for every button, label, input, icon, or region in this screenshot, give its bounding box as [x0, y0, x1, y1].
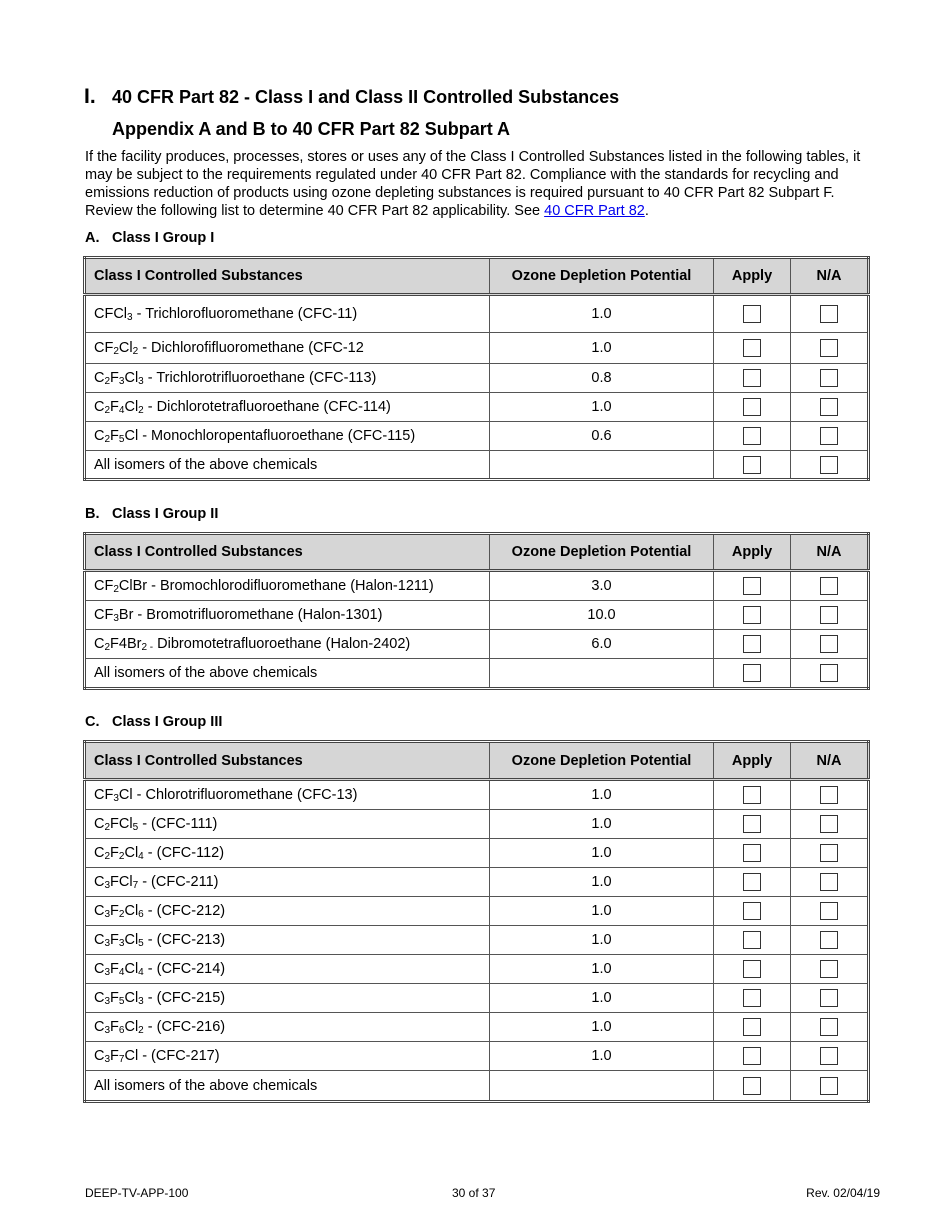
substance-cell: [85, 1042, 490, 1071]
substance-name: - (CFC-112): [143, 845, 225, 861]
apply-cell: [714, 868, 791, 897]
substance-cell: [85, 897, 490, 926]
na-checkbox[interactable]: [820, 931, 838, 949]
table-row: [85, 601, 869, 630]
na-checkbox[interactable]: [820, 664, 838, 682]
na-cell: [791, 810, 869, 839]
table-row: [85, 780, 869, 810]
section-number: I.: [84, 85, 96, 108]
na-checkbox[interactable]: [820, 873, 838, 891]
substance-cell: [85, 1071, 490, 1102]
table-row: [85, 295, 869, 333]
apply-checkbox[interactable]: [743, 873, 761, 891]
na-checkbox[interactable]: [820, 369, 838, 387]
substance-name: - Trichlorofluoromethane (CFC-11): [132, 306, 358, 322]
na-checkbox[interactable]: [820, 989, 838, 1007]
na-checkbox[interactable]: [820, 786, 838, 804]
group-a-title: [85, 229, 214, 247]
odp-value: [490, 659, 714, 689]
na-checkbox[interactable]: [820, 577, 838, 595]
formula-part: F4Br: [110, 636, 142, 652]
formula-part: Cl: [124, 1019, 139, 1035]
apply-cell: [714, 571, 791, 601]
na-cell: [791, 393, 869, 422]
apply-checkbox[interactable]: [743, 786, 761, 804]
header-odp: Ozone Depletion Potential: [490, 534, 714, 571]
na-checkbox[interactable]: [820, 606, 838, 624]
na-cell: [791, 1013, 869, 1042]
na-checkbox[interactable]: [820, 1018, 838, 1036]
na-cell: [791, 333, 869, 364]
na-cell: [791, 780, 869, 810]
apply-cell: [714, 295, 791, 333]
odp-value: 1.0: [490, 810, 714, 839]
na-checkbox[interactable]: [820, 960, 838, 978]
formula-subscript: 2: [104, 822, 111, 833]
substance-name: - Dichlorofifluoromethane (CFC-12: [138, 340, 364, 356]
table-row: [85, 810, 869, 839]
na-cell: [791, 868, 869, 897]
formula-part: F: [110, 845, 119, 861]
na-checkbox[interactable]: [820, 635, 838, 653]
formula-subscript: 5: [132, 822, 139, 833]
formula-part: F: [110, 370, 119, 386]
substance-cell: [85, 868, 490, 897]
formula-subscript: 3: [104, 967, 111, 978]
odp-value: 0.6: [490, 422, 714, 451]
formula-subscript: 3: [104, 1054, 111, 1065]
na-checkbox[interactable]: [820, 844, 838, 862]
formula-part: Cl: [124, 428, 139, 444]
formula-subscript: 2: [118, 909, 125, 920]
formula-subscript: 4: [138, 967, 144, 978]
formula-subscript: 2: [104, 851, 111, 862]
substance-name: All isomers of the above chemicals: [94, 456, 318, 473]
odp-value: 3.0: [490, 571, 714, 601]
table-row: [85, 571, 869, 601]
na-checkbox[interactable]: [820, 902, 838, 920]
apply-cell: [714, 839, 791, 868]
substance-cell: [85, 422, 490, 451]
footer-revision: Rev. 02/04/19: [806, 1186, 880, 1200]
formula-part: CF: [94, 607, 114, 623]
formula-part: Cl: [124, 932, 139, 948]
header-substance: Class I Controlled Substances: [85, 742, 490, 780]
substance-cell: [85, 393, 490, 422]
apply-cell: [714, 601, 791, 630]
formula-part: F: [110, 961, 119, 977]
na-cell: [791, 1042, 869, 1071]
table-row: [85, 630, 869, 659]
formula-part: F: [110, 903, 119, 919]
apply-cell: [714, 1013, 791, 1042]
formula-part: Cl: [124, 990, 139, 1006]
formula-part: Br: [118, 607, 134, 623]
odp-value: 1.0: [490, 393, 714, 422]
formula-part: Cl: [124, 370, 139, 386]
formula-part: Cl: [124, 1048, 139, 1064]
apply-cell: [714, 364, 791, 393]
substance-name: - (CFC-217): [138, 1048, 220, 1064]
apply-cell: [714, 926, 791, 955]
na-cell: [791, 659, 869, 689]
apply-cell: [714, 810, 791, 839]
apply-checkbox[interactable]: [743, 427, 761, 445]
header-substance: Class I Controlled Substances: [85, 258, 490, 295]
formula-part: F: [110, 399, 119, 415]
header-apply: Apply: [714, 258, 791, 295]
na-checkbox[interactable]: [820, 398, 838, 416]
formula-part: F: [110, 1048, 119, 1064]
table-row: [85, 659, 869, 689]
section-subtitle: Appendix A and B to 40 CFR Part 82 Subpart A: [112, 119, 511, 139]
substance-name: Dibromotetrafluoroethane (Halon-2402): [153, 636, 411, 652]
group-c-table: [83, 740, 870, 1103]
apply-cell: [714, 780, 791, 810]
substance-cell: [85, 1013, 490, 1042]
substance-name: - (CFC-111): [138, 816, 218, 832]
apply-cell: [714, 333, 791, 364]
formula-subscript: 4: [118, 967, 125, 978]
formula-part: Cl: [118, 787, 133, 803]
formula-subscript: 3: [104, 880, 111, 891]
apply-checkbox[interactable]: [743, 635, 761, 653]
formula-part: CF: [94, 787, 114, 803]
formula-subscript: 2: [132, 346, 139, 357]
na-cell: [791, 926, 869, 955]
intro-text: If the facility produces, processes, stores or uses any of the Class I Controlled Substances listed in the following tables, it may be subject to the requirements regulated under 40 CFR Part 82. Compliance with the standards for recycling and emissions reduction of products using ozone depleting substances is required pursuant to 40 CFR Part 82 Subpart F. Review the following list to determine 40 CFR Part 82 applicability. See: [85, 149, 861, 219]
na-checkbox[interactable]: [820, 1047, 838, 1065]
substance-name: - Chlorotrifluoromethane (CFC-13): [132, 787, 358, 803]
formula-subscript: 3: [104, 996, 111, 1007]
substance-cell: [85, 926, 490, 955]
header-na: N/A: [791, 534, 869, 571]
substance-cell: [85, 451, 490, 480]
substance-name: - (CFC-215): [143, 990, 226, 1006]
na-cell: [791, 571, 869, 601]
cfr-part-82-link[interactable]: 40 CFR Part 82: [544, 203, 645, 219]
table-row: [85, 1013, 869, 1042]
apply-cell: [714, 897, 791, 926]
na-cell: [791, 897, 869, 926]
formula-part: C: [94, 1019, 105, 1035]
substance-name: All isomers of the above chemicals: [94, 1077, 318, 1094]
apply-checkbox[interactable]: [743, 577, 761, 595]
odp-value: 1.0: [490, 897, 714, 926]
table-row: [85, 1071, 869, 1102]
formula-part: CF: [94, 578, 114, 594]
formula-part: Cl: [124, 399, 139, 415]
odp-value: 1.0: [490, 955, 714, 984]
apply-checkbox[interactable]: [743, 844, 761, 862]
apply-checkbox[interactable]: [743, 456, 761, 474]
formula-part: CF: [94, 340, 114, 356]
substance-cell: [85, 333, 490, 364]
apply-cell: [714, 393, 791, 422]
intro-end: .: [644, 203, 649, 219]
odp-value: 1.0: [490, 1013, 714, 1042]
apply-checkbox[interactable]: [743, 305, 761, 323]
substance-name: - Bromochlorodifluoromethane (Halon-1211): [147, 578, 434, 594]
apply-checkbox[interactable]: [743, 339, 761, 357]
apply-cell: [714, 451, 791, 480]
odp-value: [490, 1071, 714, 1102]
substance-name: - (CFC-212): [143, 903, 226, 919]
substance-cell: [85, 295, 490, 333]
formula-part: Cl: [124, 845, 139, 861]
table-row: [85, 364, 869, 393]
group-letter: B.: [85, 506, 100, 522]
na-checkbox[interactable]: [820, 815, 838, 833]
substance-cell: [85, 780, 490, 810]
apply-checkbox[interactable]: [743, 902, 761, 920]
footer-form-id: DEEP-TV-APP-100: [85, 1186, 189, 1200]
footer-page-number: 30 of 37: [452, 1186, 496, 1200]
formula-subscript: 3: [113, 613, 119, 624]
formula-part: F: [110, 428, 119, 444]
odp-value: 10.0: [490, 601, 714, 630]
formula-part: Cl: [124, 961, 139, 977]
apply-checkbox[interactable]: [743, 1077, 761, 1095]
formula-part: Cl: [124, 903, 139, 919]
na-cell: [791, 451, 869, 480]
apply-checkbox[interactable]: [743, 989, 761, 1007]
odp-value: 1.0: [490, 926, 714, 955]
substance-name: - (CFC-216): [143, 1019, 226, 1035]
apply-checkbox[interactable]: [743, 606, 761, 624]
na-cell: [791, 295, 869, 333]
formula-subscript: 3: [104, 938, 111, 949]
apply-checkbox[interactable]: [743, 960, 761, 978]
substance-cell: [85, 630, 490, 659]
formula-part: C: [94, 874, 105, 890]
odp-value: 1.0: [490, 984, 714, 1013]
apply-cell: [714, 955, 791, 984]
formula-part: C: [94, 845, 105, 861]
formula-subscript: 2: [104, 376, 111, 387]
table-row: [85, 926, 869, 955]
formula-part: F: [110, 1019, 119, 1035]
odp-value: 1.0: [490, 333, 714, 364]
na-cell: [791, 839, 869, 868]
substance-cell: [85, 955, 490, 984]
header-apply: Apply: [714, 742, 791, 780]
apply-checkbox[interactable]: [743, 815, 761, 833]
apply-checkbox[interactable]: [743, 398, 761, 416]
table-row: [85, 897, 869, 926]
formula-subscript: 5: [138, 938, 144, 949]
formula-subscript: 2 -: [141, 642, 154, 653]
formula-part: CFCl: [94, 306, 128, 322]
substance-name: - Dichlorotetrafluoroethane (CFC-114): [143, 399, 391, 415]
table-row: [85, 393, 869, 422]
table-row: [85, 333, 869, 364]
formula-subscript: 3: [104, 1025, 111, 1036]
substance-cell: [85, 601, 490, 630]
formula-part: F: [110, 932, 119, 948]
section-title: 40 CFR Part 82 - Class I and Class II Controlled Substances: [112, 87, 620, 107]
formula-part: C: [94, 370, 105, 386]
substance-name: - Trichlorotrifluoroethane (CFC-113): [143, 370, 377, 386]
formula-part: C: [94, 990, 105, 1006]
formula-part: FCl: [110, 874, 133, 890]
table-header-row: [85, 742, 869, 780]
table-row: [85, 955, 869, 984]
formula-subscript: 2: [104, 434, 111, 445]
substance-name: All isomers of the above chemicals: [94, 665, 318, 681]
odp-value: 1.0: [490, 1042, 714, 1071]
formula-subscript: 6: [118, 1025, 125, 1036]
formula-part: F: [110, 990, 119, 1006]
intro-paragraph: [85, 148, 875, 220]
apply-cell: [714, 630, 791, 659]
formula-part: FCl: [110, 816, 133, 832]
header-na: N/A: [791, 742, 869, 780]
formula-subscript: 2: [113, 584, 119, 595]
formula-subscript: 4: [118, 405, 125, 416]
group-b-title: [85, 505, 218, 523]
section-heading: [84, 86, 619, 108]
substance-cell: [85, 571, 490, 601]
group-title: Class I Group III: [112, 714, 223, 730]
na-cell: [791, 1071, 869, 1102]
header-odp: Ozone Depletion Potential: [490, 258, 714, 295]
formula-subscript: 2: [118, 851, 125, 862]
apply-checkbox[interactable]: [743, 1047, 761, 1065]
formula-subscript: 2: [113, 346, 119, 357]
odp-value: 1.0: [490, 780, 714, 810]
na-cell: [791, 630, 869, 659]
substance-cell: [85, 839, 490, 868]
formula-subscript: 3: [138, 996, 144, 1007]
formula-subscript: 2: [104, 405, 111, 416]
formula-part: C: [94, 636, 105, 652]
table-row: [85, 868, 869, 897]
formula-part: ClBr: [118, 578, 148, 594]
substance-name: - Bromotrifluoromethane (Halon-1301): [133, 607, 383, 623]
odp-value: 1.0: [490, 839, 714, 868]
apply-checkbox[interactable]: [743, 664, 761, 682]
group-a-table: [83, 256, 870, 481]
na-cell: [791, 422, 869, 451]
formula-subscript: 7: [118, 1054, 125, 1065]
substance-cell: [85, 659, 490, 689]
table-row: [85, 422, 869, 451]
formula-part: C: [94, 816, 105, 832]
na-cell: [791, 601, 869, 630]
formula-part: C: [94, 399, 105, 415]
substance-name: - (CFC-213): [143, 932, 226, 948]
formula-subscript: 5: [118, 996, 125, 1007]
formula-subscript: 5: [118, 434, 125, 445]
group-letter: C.: [85, 714, 100, 730]
header-odp: Ozone Depletion Potential: [490, 742, 714, 780]
formula-subscript: 3: [127, 312, 133, 323]
formula-subscript: 2: [104, 642, 111, 653]
group-b-table: [83, 532, 870, 690]
na-checkbox[interactable]: [820, 427, 838, 445]
apply-cell: [714, 1042, 791, 1071]
group-c-title: [85, 713, 222, 731]
apply-checkbox[interactable]: [743, 931, 761, 949]
group-title: Class I Group II: [112, 506, 219, 522]
substance-name: - Monochloropentafluoroethane (CFC-115): [138, 428, 416, 444]
header-na: N/A: [791, 258, 869, 295]
group-title: Class I Group I: [112, 230, 215, 246]
substance-name: - (CFC-211): [138, 874, 219, 890]
apply-cell: [714, 659, 791, 689]
formula-subscript: 3: [104, 909, 111, 920]
na-checkbox[interactable]: [820, 1077, 838, 1095]
odp-value: 0.8: [490, 364, 714, 393]
odp-value: 6.0: [490, 630, 714, 659]
odp-value: 1.0: [490, 295, 714, 333]
formula-subscript: 3: [113, 793, 119, 804]
apply-cell: [714, 984, 791, 1013]
formula-subscript: 6: [138, 909, 144, 920]
table-row: [85, 451, 869, 480]
formula-subscript: 7: [132, 880, 139, 891]
na-cell: [791, 984, 869, 1013]
odp-value: 1.0: [490, 868, 714, 897]
na-checkbox[interactable]: [820, 456, 838, 474]
apply-checkbox[interactable]: [743, 369, 761, 387]
substance-name: - (CFC-214): [143, 961, 226, 977]
formula-part: Cl: [118, 340, 133, 356]
na-checkbox[interactable]: [820, 339, 838, 357]
apply-checkbox[interactable]: [743, 1018, 761, 1036]
table-row: [85, 1042, 869, 1071]
substance-cell: [85, 984, 490, 1013]
na-cell: [791, 955, 869, 984]
apply-cell: [714, 1071, 791, 1102]
formula-subscript: 2: [138, 405, 144, 416]
table-row: [85, 839, 869, 868]
header-apply: Apply: [714, 534, 791, 571]
formula-part: C: [94, 428, 105, 444]
formula-subscript: 3: [118, 376, 125, 387]
formula-part: C: [94, 932, 105, 948]
na-checkbox[interactable]: [820, 305, 838, 323]
table-header-row: [85, 258, 869, 295]
table-row: [85, 984, 869, 1013]
header-substance: Class I Controlled Substances: [85, 534, 490, 571]
formula-subscript: 3: [138, 376, 144, 387]
na-cell: [791, 364, 869, 393]
odp-value: [490, 451, 714, 480]
substance-cell: [85, 810, 490, 839]
formula-part: C: [94, 1048, 105, 1064]
formula-part: C: [94, 961, 105, 977]
table-header-row: [85, 534, 869, 571]
formula-subscript: 4: [138, 851, 144, 862]
substance-cell: [85, 364, 490, 393]
formula-subscript: 2: [138, 1025, 144, 1036]
formula-subscript: 3: [118, 938, 125, 949]
formula-part: C: [94, 903, 105, 919]
group-letter: A.: [85, 230, 100, 246]
apply-cell: [714, 422, 791, 451]
